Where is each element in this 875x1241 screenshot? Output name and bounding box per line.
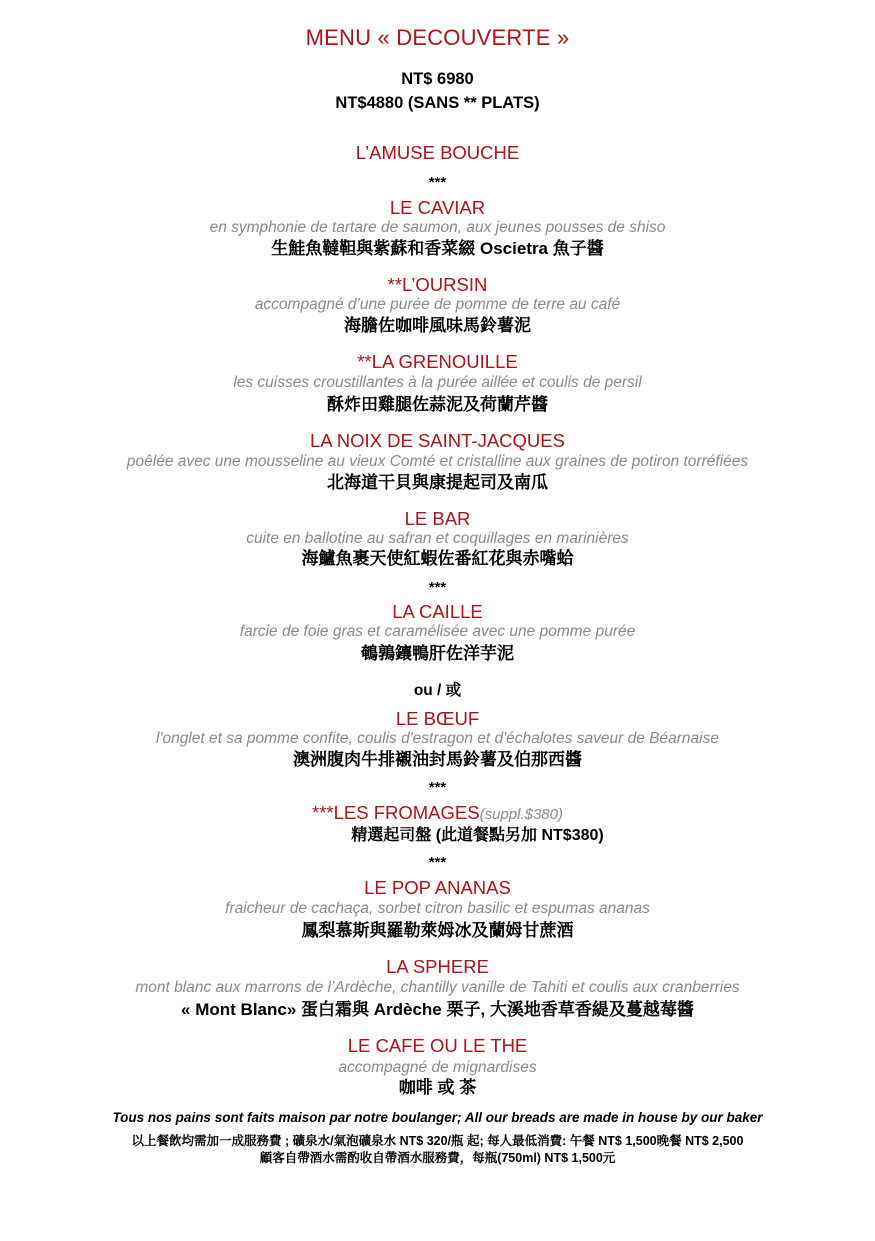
course-fromages-name: ***LES FROMAGES (312, 802, 480, 823)
course-sphere-desc: mont blanc aux marrons de l’Ardèche, chantilly vanille de Tahiti et coulis aux cranberries (135, 979, 740, 996)
course-caille: LA CAILLE (392, 601, 483, 622)
bread-note: Tous nos pains sont faits maison par notre boulanger; All our breads are made in house by our baker (112, 1110, 763, 1125)
course-bar-desc: cuite en ballotine au safran et coquillages en marinières (246, 530, 629, 547)
separator: *** (428, 174, 447, 191)
course-saint-jacques: LA NOIX DE SAINT-JACQUES (310, 430, 565, 451)
corkage-note: 顧客自帶酒水需酌收自帶酒水服務費，每瓶(750ml) NT$ 1,500元 (259, 1151, 616, 1165)
course-boeuf-desc: l'onglet et sa pomme confite, coulis d'estragon et d'échalotes saveur de Béarnaise (156, 730, 719, 747)
course-caille-desc: farcie de foie gras et caramélisée avec une pomme purée (239, 623, 636, 640)
or-label: ou / 或 (413, 682, 462, 699)
course-cafe-the-desc: accompagné de mignardises (338, 1059, 537, 1076)
course-cafe-the: LE CAFE OU LE THE (347, 1035, 528, 1056)
separator: *** (428, 579, 447, 596)
price-full: NT$ 6980 (401, 70, 474, 88)
separator: *** (428, 779, 447, 796)
course-boeuf: LE BŒUF (395, 708, 480, 729)
course-fromages (0, 802, 875, 826)
course-caviar: LE CAVIAR (389, 197, 486, 218)
course-boeuf-zh: 澳洲腹肉牛排襯油封馬鈴薯及伯那西醬 (293, 750, 582, 769)
course-grenouille-zh: 酥炸田雞腿佐蒜泥及荷蘭芹醬 (327, 395, 548, 414)
course-grenouille-desc: les cuisses croustillantes à la purée aillée et coulis de persil (233, 374, 642, 391)
course-grenouille: **LA GRENOUILLE (357, 351, 518, 372)
course-bar-zh: 海鱸魚裹天使紅蝦佐番紅花與赤嘴蛤 (301, 549, 574, 568)
course-caviar-desc: en symphonie de tartare de saumon, aux jeunes pousses de shiso (209, 219, 666, 236)
course-pop-ananas: LE POP ANANAS (364, 877, 511, 898)
course-sphere-zh: « Mont Blanc» 蛋白霜與 Ardèche 栗子, 大溪地香草香緹及蔓越莓醬 (181, 1000, 694, 1019)
course-caille-zh: 鵪鶉鑲鴨肝佐洋芋泥 (361, 644, 514, 663)
price-reduced: NT$4880 (SANS ** PLATS) (335, 94, 540, 112)
course-cafe-the-zh: 咖啡 或 茶 (398, 1078, 477, 1097)
course-oursin: **L’OURSIN (387, 274, 488, 295)
course-fromages-suppl: (suppl.$380) (479, 806, 563, 823)
course-caviar-zh: 生鮭魚韃靼與紫蘇和香菜綴 Oscietra 魚子醬 (271, 239, 604, 258)
service-note: 以上餐飲均需加一成服務費 ; 礦泉水/氣泡礦泉水 NT$ 320/瓶 起; 每人最低消費: 午餐 NT$ 1,500晚餐 NT$ 2,500 (131, 1134, 744, 1148)
course-sphere: LA SPHERE (386, 956, 489, 977)
course-fromages-zh: 精選起司盤 (此道餐點另加 NT$380) (351, 827, 604, 844)
course-pop-ananas-desc: fraicheur de cachaça, sorbet citron basilic et espumas ananas (225, 900, 650, 917)
course-bar: LE BAR (404, 508, 471, 529)
course-oursin-desc: accompagné d’une purée de pomme de terre au café (254, 296, 621, 313)
course-oursin-zh: 海膽佐咖啡風味馬鈴薯泥 (344, 316, 531, 335)
separator: *** (428, 854, 447, 871)
course-saint-jacques-zh: 北海道干貝與康提起司及南瓜 (327, 473, 548, 492)
course-saint-jacques-desc: poêlée avec une mousseline au vieux Comté et cristalline aux graines de potiron torréfiées (126, 453, 749, 470)
menu-title: MENU « DECOUVERTE » (305, 25, 570, 50)
course-amuse-bouche: L’AMUSE BOUCHE (355, 142, 520, 163)
course-pop-ananas-zh: 鳳梨慕斯與羅勒萊姆冰及蘭姆甘蔗酒 (301, 921, 574, 940)
